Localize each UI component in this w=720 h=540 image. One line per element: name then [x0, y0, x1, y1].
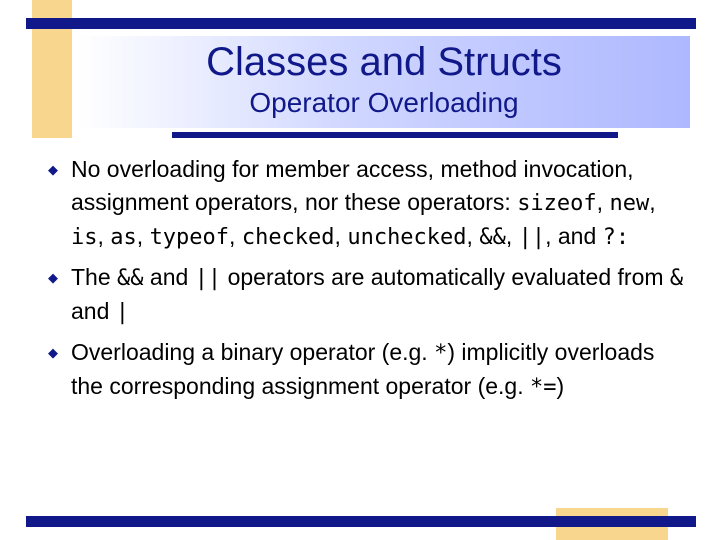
bullet-text: , — [649, 189, 656, 215]
code-token: new — [609, 191, 650, 216]
bullet-text: and — [143, 264, 195, 290]
bullet-text: , — [596, 189, 610, 215]
bullet-text: , — [229, 223, 242, 249]
code-token: is — [71, 225, 98, 250]
bullet-text: The — [71, 264, 118, 290]
slide-title: Classes and Structs — [206, 40, 562, 84]
code-token: || — [194, 266, 222, 291]
code-token: typeof — [149, 225, 230, 250]
bullet-text: ) implicitly overloads the corresponding assignment operator (e.g. — [71, 339, 655, 399]
bullet-text: operators are automatically evaluated from — [221, 264, 670, 290]
bullet-diamond-icon: ◆ — [48, 345, 58, 360]
code-token: | — [115, 300, 130, 325]
title-underline — [172, 132, 618, 138]
bullet-item — [46, 153, 686, 254]
code-token: ?: — [602, 225, 630, 250]
bullet-text: ) — [556, 373, 565, 399]
bullet-diamond-icon: ◆ — [48, 162, 58, 177]
code-token: sizeof — [517, 191, 597, 216]
bullet-text: No overloading for member access, method invocation, assignment operators, nor these operators: — [71, 156, 634, 215]
bullet-text: , — [136, 223, 150, 249]
bullet-item — [46, 261, 686, 329]
bullet-text: and — [71, 298, 116, 324]
bullet-text: Overloading a binary operator (e.g. — [71, 339, 435, 365]
top-band — [26, 18, 696, 29]
code-token: checked — [241, 225, 335, 250]
code-token: unchecked — [347, 225, 467, 250]
code-token: *= — [530, 375, 557, 400]
bullet-text: , — [334, 223, 348, 249]
code-token: && — [117, 266, 144, 291]
bullet-text: , and — [545, 223, 603, 249]
bullet-text: , — [505, 223, 519, 249]
code-token: || — [518, 225, 546, 250]
bullet-item — [46, 336, 686, 404]
code-token: as — [110, 225, 137, 250]
bullet-text: , — [97, 223, 111, 249]
code-token: & — [669, 266, 684, 291]
bullet-list — [46, 153, 686, 411]
slide-subtitle: Operator Overloading — [249, 87, 519, 118]
code-token: && — [479, 225, 506, 250]
bullet-diamond-icon: ◆ — [48, 270, 58, 285]
bullet-text: , — [466, 223, 480, 249]
code-token: * — [434, 341, 448, 366]
footer-band — [26, 516, 696, 527]
